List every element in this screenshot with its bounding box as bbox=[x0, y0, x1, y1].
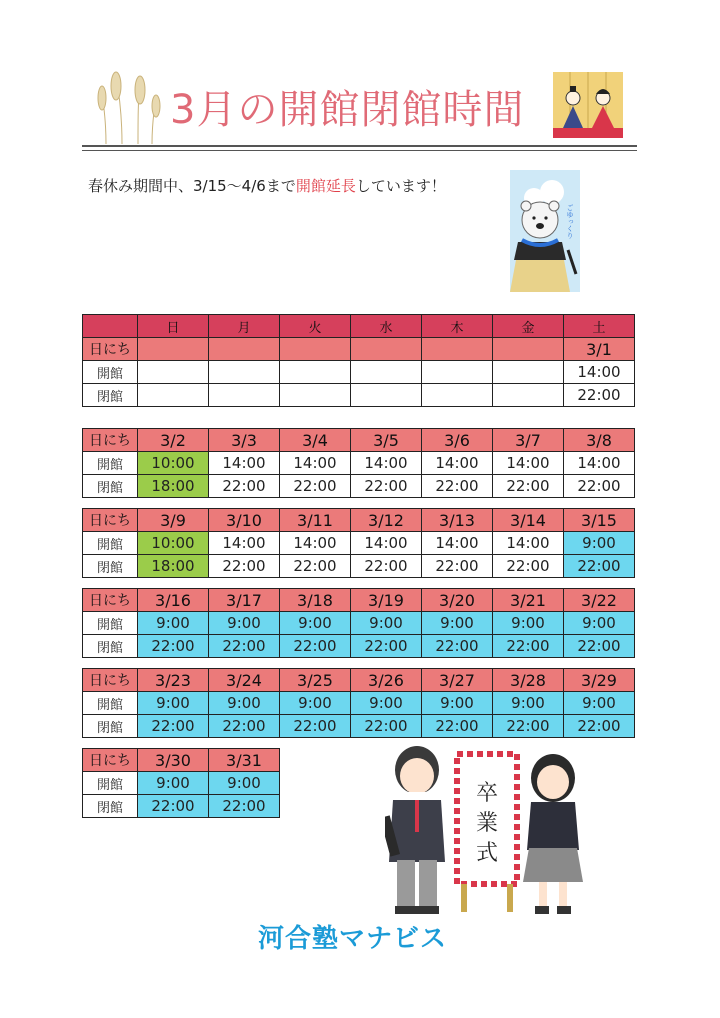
date-cell: 3/21 bbox=[493, 589, 564, 612]
date-cell bbox=[209, 338, 280, 361]
weekday-fri: 金 bbox=[493, 315, 564, 338]
date-cell: 3/31 bbox=[209, 749, 280, 772]
graduation-students-icon bbox=[385, 742, 585, 917]
date-cell: 3/20 bbox=[422, 589, 493, 612]
open-label: 開館 bbox=[83, 612, 138, 635]
weekday-sat: 土 bbox=[564, 315, 635, 338]
open-time: 9:00 bbox=[422, 692, 493, 715]
date-cell: 3/26 bbox=[351, 669, 422, 692]
close-time: 22:00 bbox=[493, 475, 564, 498]
date-cell: 3/4 bbox=[280, 429, 351, 452]
notice-text bbox=[88, 175, 446, 196]
weekday-mon: 月 bbox=[209, 315, 280, 338]
open-time bbox=[493, 361, 564, 384]
open-row bbox=[83, 361, 635, 384]
date-cell: 3/6 bbox=[422, 429, 493, 452]
date-cell bbox=[351, 338, 422, 361]
date-label: 日にち bbox=[83, 669, 138, 692]
close-time: 22:00 bbox=[280, 475, 351, 498]
close-time: 22:00 bbox=[422, 635, 493, 658]
sign-char-3: 式 bbox=[475, 841, 499, 866]
open-time: 9:00 bbox=[209, 772, 280, 795]
open-time: 9:00 bbox=[138, 692, 209, 715]
close-time: 22:00 bbox=[564, 384, 635, 407]
page-title: 3月の開館閉館時間 bbox=[170, 87, 525, 133]
schedule-table-1 bbox=[82, 314, 635, 407]
weekday-thu: 木 bbox=[422, 315, 493, 338]
open-time: 9:00 bbox=[493, 692, 564, 715]
date-cell: 3/1 bbox=[564, 338, 635, 361]
close-row bbox=[83, 795, 280, 818]
date-cell: 3/5 bbox=[351, 429, 422, 452]
close-time bbox=[138, 384, 209, 407]
schedule-table-week-4 bbox=[82, 588, 635, 658]
close-time: 22:00 bbox=[564, 635, 635, 658]
close-time: 22:00 bbox=[138, 795, 209, 818]
date-cell: 3/24 bbox=[209, 669, 280, 692]
close-time: 22:00 bbox=[280, 555, 351, 578]
date-cell bbox=[138, 338, 209, 361]
close-time bbox=[209, 384, 280, 407]
close-time: 22:00 bbox=[564, 555, 635, 578]
close-time: 22:00 bbox=[209, 555, 280, 578]
date-cell: 3/8 bbox=[564, 429, 635, 452]
open-time: 9:00 bbox=[138, 612, 209, 635]
date-cell: 3/3 bbox=[209, 429, 280, 452]
open-time: 14:00 bbox=[351, 452, 422, 475]
close-time bbox=[493, 384, 564, 407]
open-time: 10:00 bbox=[138, 452, 209, 475]
close-row bbox=[83, 715, 635, 738]
open-time: 9:00 bbox=[493, 612, 564, 635]
title-rule bbox=[82, 145, 637, 147]
date-cell: 3/13 bbox=[422, 509, 493, 532]
close-time: 22:00 bbox=[422, 555, 493, 578]
weekday-tue: 火 bbox=[280, 315, 351, 338]
open-time: 14:00 bbox=[422, 532, 493, 555]
schedule-table-week-6 bbox=[82, 748, 280, 818]
close-time: 22:00 bbox=[280, 715, 351, 738]
date-cell: 3/25 bbox=[280, 669, 351, 692]
open-label: 開館 bbox=[83, 692, 138, 715]
close-time: 22:00 bbox=[280, 635, 351, 658]
date-cell: 3/12 bbox=[351, 509, 422, 532]
date-cell: 3/28 bbox=[493, 669, 564, 692]
date-cell bbox=[422, 338, 493, 361]
open-time: 14:00 bbox=[280, 452, 351, 475]
open-row bbox=[83, 452, 635, 475]
date-cell: 3/16 bbox=[138, 589, 209, 612]
open-time: 14:00 bbox=[209, 452, 280, 475]
close-time: 22:00 bbox=[351, 635, 422, 658]
close-time bbox=[422, 384, 493, 407]
open-row bbox=[83, 772, 280, 795]
open-row bbox=[83, 692, 635, 715]
date-cell: 3/29 bbox=[564, 669, 635, 692]
date-cell: 3/23 bbox=[138, 669, 209, 692]
close-label: 閉館 bbox=[83, 635, 138, 658]
open-time bbox=[422, 361, 493, 384]
date-row bbox=[83, 429, 635, 452]
date-row bbox=[83, 338, 635, 361]
close-time: 18:00 bbox=[138, 475, 209, 498]
close-time bbox=[351, 384, 422, 407]
weekday-wed: 水 bbox=[351, 315, 422, 338]
close-row bbox=[83, 635, 635, 658]
date-cell: 3/10 bbox=[209, 509, 280, 532]
date-row bbox=[83, 509, 635, 532]
date-cell: 3/19 bbox=[351, 589, 422, 612]
close-time: 22:00 bbox=[351, 715, 422, 738]
close-time: 22:00 bbox=[493, 635, 564, 658]
close-time: 22:00 bbox=[138, 635, 209, 658]
date-cell: 3/7 bbox=[493, 429, 564, 452]
open-time: 9:00 bbox=[280, 692, 351, 715]
open-time: 9:00 bbox=[280, 612, 351, 635]
date-row bbox=[83, 589, 635, 612]
open-time bbox=[351, 361, 422, 384]
open-time: 14:00 bbox=[280, 532, 351, 555]
notice-highlight: 開館延長 bbox=[295, 177, 356, 195]
date-cell: 3/9 bbox=[138, 509, 209, 532]
open-label: 開館 bbox=[83, 532, 138, 555]
title-rule-thin bbox=[82, 150, 637, 151]
close-time: 22:00 bbox=[493, 715, 564, 738]
open-time: 9:00 bbox=[209, 612, 280, 635]
close-label: 閉館 bbox=[83, 715, 138, 738]
date-cell: 3/18 bbox=[280, 589, 351, 612]
open-time bbox=[138, 361, 209, 384]
close-time bbox=[280, 384, 351, 407]
close-time: 18:00 bbox=[138, 555, 209, 578]
close-time: 22:00 bbox=[209, 715, 280, 738]
schedule-table-week-5 bbox=[82, 668, 635, 738]
bear-sign-text: ごゆっくり bbox=[566, 204, 574, 239]
notice-before: 春休み期間中、3/15〜4/6まで bbox=[88, 177, 296, 195]
date-cell: 3/17 bbox=[209, 589, 280, 612]
weekday-sun: 日 bbox=[138, 315, 209, 338]
close-time: 22:00 bbox=[422, 715, 493, 738]
date-row bbox=[83, 669, 635, 692]
open-time bbox=[280, 361, 351, 384]
open-time: 14:00 bbox=[209, 532, 280, 555]
open-time bbox=[209, 361, 280, 384]
notice-after: しています！ bbox=[355, 177, 446, 195]
open-time: 14:00 bbox=[351, 532, 422, 555]
open-label: 開館 bbox=[83, 361, 138, 384]
date-cell bbox=[493, 338, 564, 361]
open-time: 14:00 bbox=[493, 532, 564, 555]
date-label: 日にち bbox=[83, 589, 138, 612]
date-cell: 3/11 bbox=[280, 509, 351, 532]
schedule-table-week-3 bbox=[82, 508, 635, 578]
close-time: 22:00 bbox=[351, 555, 422, 578]
open-time: 9:00 bbox=[351, 612, 422, 635]
open-row bbox=[83, 612, 635, 635]
open-time: 9:00 bbox=[351, 692, 422, 715]
manabis-logo: 河合塾マナビス bbox=[258, 924, 448, 954]
open-time: 14:00 bbox=[422, 452, 493, 475]
date-label: 日にち bbox=[83, 509, 138, 532]
date-label: 日にち bbox=[83, 338, 138, 361]
weekday-header-row bbox=[83, 315, 635, 338]
open-time: 9:00 bbox=[138, 772, 209, 795]
date-label: 日にち bbox=[83, 429, 138, 452]
date-cell: 3/2 bbox=[138, 429, 209, 452]
close-label: 閉館 bbox=[83, 555, 138, 578]
open-time: 10:00 bbox=[138, 532, 209, 555]
close-time: 22:00 bbox=[209, 635, 280, 658]
hina-dolls-icon bbox=[553, 72, 623, 138]
open-time: 14:00 bbox=[564, 452, 635, 475]
close-time: 22:00 bbox=[209, 475, 280, 498]
close-label: 閉館 bbox=[83, 795, 138, 818]
open-time: 9:00 bbox=[422, 612, 493, 635]
polar-bear-icon bbox=[510, 170, 580, 292]
close-time: 22:00 bbox=[493, 555, 564, 578]
close-time: 22:00 bbox=[138, 715, 209, 738]
pampas-grass-icon bbox=[92, 68, 164, 146]
date-cell: 3/14 bbox=[493, 509, 564, 532]
close-label: 閉館 bbox=[83, 384, 138, 407]
close-row bbox=[83, 555, 635, 578]
open-time: 9:00 bbox=[209, 692, 280, 715]
date-label: 日にち bbox=[83, 749, 138, 772]
close-time: 22:00 bbox=[422, 475, 493, 498]
close-label: 閉館 bbox=[83, 475, 138, 498]
date-cell: 3/27 bbox=[422, 669, 493, 692]
close-time: 22:00 bbox=[564, 475, 635, 498]
open-time: 14:00 bbox=[493, 452, 564, 475]
open-time: 14:00 bbox=[564, 361, 635, 384]
schedule-table-week-2 bbox=[82, 428, 635, 498]
sign-char-2: 業 bbox=[475, 811, 499, 836]
open-time: 9:00 bbox=[564, 532, 635, 555]
date-row bbox=[83, 749, 280, 772]
close-row bbox=[83, 475, 635, 498]
sign-char-1: 卒 bbox=[475, 781, 499, 806]
date-cell: 3/15 bbox=[564, 509, 635, 532]
open-label: 開館 bbox=[83, 772, 138, 795]
close-row bbox=[83, 384, 635, 407]
date-cell: 3/30 bbox=[138, 749, 209, 772]
close-time: 22:00 bbox=[564, 715, 635, 738]
open-time: 9:00 bbox=[564, 612, 635, 635]
close-time: 22:00 bbox=[351, 475, 422, 498]
open-row bbox=[83, 532, 635, 555]
close-time: 22:00 bbox=[209, 795, 280, 818]
open-time: 9:00 bbox=[564, 692, 635, 715]
header-corner bbox=[83, 315, 138, 338]
date-cell bbox=[280, 338, 351, 361]
date-cell: 3/22 bbox=[564, 589, 635, 612]
open-label: 開館 bbox=[83, 452, 138, 475]
